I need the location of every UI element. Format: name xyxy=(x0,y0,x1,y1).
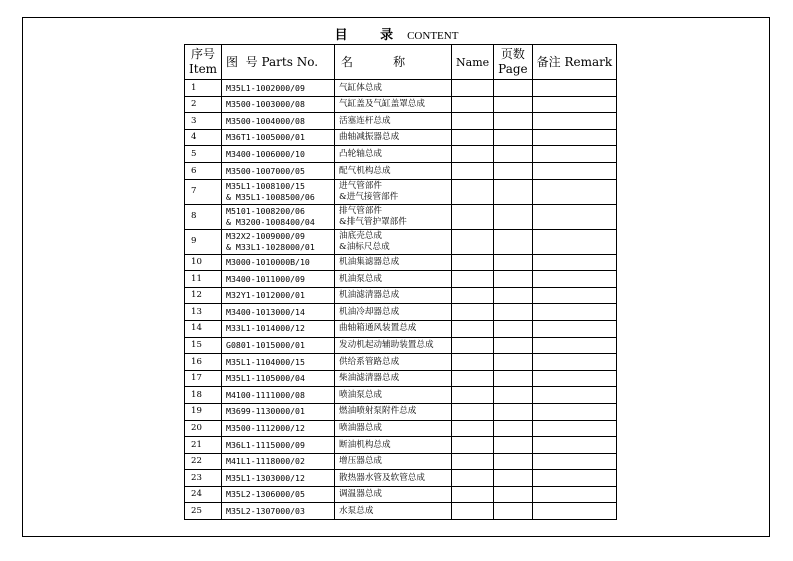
parts-no-cell-line: M3500-1112000/12 xyxy=(226,423,305,434)
table-row xyxy=(185,503,617,520)
page-cell xyxy=(494,354,532,371)
parts-no-cell xyxy=(222,503,335,520)
name-en-cell xyxy=(452,437,494,454)
page-cell xyxy=(494,304,532,321)
page-cell xyxy=(494,146,532,163)
parts-no-cell-line: M3500-1004000/08 xyxy=(226,115,305,126)
table-row xyxy=(185,96,617,113)
item-number-cell: 5 xyxy=(185,146,222,163)
parts-no-cell-line: & M35L1-1008500/06 xyxy=(226,191,315,202)
table-row xyxy=(185,304,617,321)
parts-no-cell-line: M3699-1130000/01 xyxy=(226,406,305,417)
remark-cell xyxy=(532,129,617,146)
table-row xyxy=(185,179,617,204)
title-en: CONTENT xyxy=(407,30,459,42)
remark-cell xyxy=(532,403,617,420)
parts-no-cell-line: M3500-1003000/08 xyxy=(226,99,305,110)
parts-no-cell xyxy=(222,320,335,337)
name-cn-cell xyxy=(335,96,452,113)
item-number-cell: 16 xyxy=(185,354,222,371)
remark-cell xyxy=(532,304,617,321)
name-cn-cell-line: 机油泵总成 xyxy=(339,273,383,284)
item-number-cell: 18 xyxy=(185,387,222,404)
parts-no-cell xyxy=(222,113,335,130)
name-en-cell xyxy=(452,146,494,163)
parts-no-cell-line: & M3200-1008400/04 xyxy=(226,216,315,227)
page-cell xyxy=(494,80,532,97)
name-cn-cell-line: 水泵总成 xyxy=(339,506,374,517)
name-cn-cell-line: 进气管部件 xyxy=(339,181,383,192)
name-cn-cell-line: 曲轴箱通风装置总成 xyxy=(339,323,417,334)
name-cn-cell-line: 排气管部件 xyxy=(339,206,383,217)
name-cn-cell xyxy=(335,420,452,437)
table-row xyxy=(185,437,617,454)
table-row xyxy=(185,486,617,503)
table-row xyxy=(185,403,617,420)
item-number-cell: 1 xyxy=(185,80,222,97)
name-en-cell xyxy=(452,420,494,437)
name-cn-cell xyxy=(335,271,452,288)
name-en-cell xyxy=(452,403,494,420)
name-cn-cell xyxy=(335,129,452,146)
parts-no-cell xyxy=(222,287,335,304)
name-cn-cell-line: 柴油滤清器总成 xyxy=(339,373,400,384)
remark-cell xyxy=(532,387,617,404)
remark-cell xyxy=(532,271,617,288)
name-cn-cell-line: 机油冷却器总成 xyxy=(339,306,400,317)
item-number-cell: 19 xyxy=(185,403,222,420)
parts-no-cell-line: M36L1-1115000/09 xyxy=(226,439,305,450)
page-cell xyxy=(494,162,532,179)
name-en-cell xyxy=(452,254,494,271)
page-cell xyxy=(494,453,532,470)
item-number-cell: 7 xyxy=(185,179,222,204)
parts-no-cell xyxy=(222,204,335,229)
name-en-cell xyxy=(452,204,494,229)
page-cell xyxy=(494,387,532,404)
item-number-cell: 12 xyxy=(185,287,222,304)
remark-cell xyxy=(532,437,617,454)
parts-no-cell xyxy=(222,354,335,371)
name-en-cell xyxy=(452,113,494,130)
remark-cell xyxy=(532,80,617,97)
header-page xyxy=(494,45,532,80)
name-cn-cell-line: 散热器水管及软管总成 xyxy=(339,472,425,483)
item-number-cell: 14 xyxy=(185,320,222,337)
parts-no-cell-line: M35L1-1002000/09 xyxy=(226,82,305,93)
remark-cell xyxy=(532,113,617,130)
parts-no-cell xyxy=(222,304,335,321)
header-page-cn: 页数 xyxy=(500,47,525,61)
name-cn-cell-line: 喷油器总成 xyxy=(339,423,383,434)
name-cn-cell-line: 气缸体总成 xyxy=(339,82,383,93)
name-cn-cell xyxy=(335,179,452,204)
parts-no-cell-line: M3400-1011000/09 xyxy=(226,273,305,284)
page-cell xyxy=(494,204,532,229)
page-cell xyxy=(494,470,532,487)
name-en-cell xyxy=(452,129,494,146)
item-number-cell: 17 xyxy=(185,370,222,387)
name-en-cell xyxy=(452,354,494,371)
header-item-en: Item xyxy=(189,62,218,76)
name-cn-cell xyxy=(335,337,452,354)
parts-no-cell-line: M41L1-1118000/02 xyxy=(226,456,305,467)
name-cn-cell-line: 凸轮轴总成 xyxy=(339,148,383,159)
parts-no-cell xyxy=(222,271,335,288)
remark-cell xyxy=(532,204,617,229)
item-number-cell: 23 xyxy=(185,470,222,487)
remark-cell xyxy=(532,503,617,520)
remark-cell xyxy=(532,470,617,487)
parts-no-cell xyxy=(222,162,335,179)
name-cn-cell-line: 机油集滤器总成 xyxy=(339,257,400,268)
name-cn-cell xyxy=(335,320,452,337)
name-en-cell xyxy=(452,470,494,487)
title-cn: 目 录 xyxy=(334,28,408,43)
item-number-cell: 8 xyxy=(185,204,222,229)
item-number-cell: 22 xyxy=(185,453,222,470)
parts-no-cell-line: M35L2-1306000/05 xyxy=(226,489,305,500)
item-number-cell: 10 xyxy=(185,254,222,271)
item-number-cell: 25 xyxy=(185,503,222,520)
parts-no-cell-line: & M33L1-1028000/01 xyxy=(226,241,315,252)
table-row xyxy=(185,420,617,437)
name-cn-cell-line: 供给系管路总成 xyxy=(339,356,400,367)
header-name-en: Name xyxy=(452,45,494,80)
name-cn-cell xyxy=(335,204,452,229)
page-cell xyxy=(494,486,532,503)
page-cell xyxy=(494,320,532,337)
page-cell xyxy=(494,179,532,204)
name-en-cell xyxy=(452,503,494,520)
remark-cell xyxy=(532,162,617,179)
page-cell xyxy=(494,337,532,354)
page-cell xyxy=(494,420,532,437)
table-row xyxy=(185,337,617,354)
parts-no-cell xyxy=(222,96,335,113)
name-cn-cell-line: 发动机起动辅助装置总成 xyxy=(339,340,434,351)
name-cn-cell xyxy=(335,503,452,520)
header-page-en: Page xyxy=(498,62,528,76)
name-en-cell xyxy=(452,337,494,354)
header-item xyxy=(185,45,222,80)
parts-no-cell-line: M3400-1013000/14 xyxy=(226,306,305,317)
parts-no-cell xyxy=(222,470,335,487)
name-cn-cell-line: &排气管护罩部件 xyxy=(339,216,407,227)
parts-no-cell xyxy=(222,254,335,271)
parts-no-cell-line: M32X2-1009000/09 xyxy=(226,231,305,242)
remark-cell xyxy=(532,146,617,163)
page-cell xyxy=(494,503,532,520)
page-cell xyxy=(494,229,532,254)
name-en-cell xyxy=(452,304,494,321)
page-cell xyxy=(494,370,532,387)
remark-cell xyxy=(532,486,617,503)
name-cn-cell xyxy=(335,354,452,371)
name-cn-cell xyxy=(335,304,452,321)
parts-no-cell-line: M35L1-1303000/12 xyxy=(226,472,305,483)
table-row xyxy=(185,162,617,179)
page-cell xyxy=(494,403,532,420)
name-cn-cell-line: 曲轴减振器总成 xyxy=(339,132,400,143)
parts-no-cell-line: M3400-1006000/10 xyxy=(226,148,305,159)
name-cn-cell xyxy=(335,486,452,503)
name-cn-cell xyxy=(335,453,452,470)
table-row xyxy=(185,387,617,404)
table-row xyxy=(185,320,617,337)
item-number-cell: 21 xyxy=(185,437,222,454)
page-cell xyxy=(494,113,532,130)
name-cn-cell xyxy=(335,387,452,404)
table-row xyxy=(185,113,617,130)
parts-no-cell-line: M33L1-1014000/12 xyxy=(226,323,305,334)
header-item-cn: 序号 xyxy=(191,47,216,61)
name-cn-cell xyxy=(335,146,452,163)
page-cell xyxy=(494,254,532,271)
name-en-cell xyxy=(452,179,494,204)
parts-no-cell xyxy=(222,420,335,437)
item-number-cell: 20 xyxy=(185,420,222,437)
item-number-cell: 3 xyxy=(185,113,222,130)
name-cn-cell xyxy=(335,162,452,179)
name-cn-cell-line: 喷油泵总成 xyxy=(339,389,383,400)
parts-no-cell xyxy=(222,486,335,503)
name-en-cell xyxy=(452,453,494,470)
item-number-cell: 24 xyxy=(185,486,222,503)
table-row xyxy=(185,271,617,288)
name-cn-cell xyxy=(335,113,452,130)
table-row xyxy=(185,287,617,304)
name-cn-cell xyxy=(335,403,452,420)
parts-no-cell xyxy=(222,387,335,404)
name-cn-cell-line: &油标尺总成 xyxy=(339,241,390,252)
header-name-cn xyxy=(335,45,452,80)
name-cn-cell-line: 气缸盖及气缸盖罩总成 xyxy=(339,99,425,110)
parts-no-cell-line: G0801-1015000/01 xyxy=(226,340,305,351)
remark-cell xyxy=(532,229,617,254)
parts-no-cell xyxy=(222,146,335,163)
name-cn-cell-line: 活塞连杆总成 xyxy=(339,115,391,126)
parts-no-cell xyxy=(222,403,335,420)
parts-no-cell-line: M35L2-1307000/03 xyxy=(226,506,305,517)
name-cn-cell xyxy=(335,254,452,271)
name-cn-cell-line: 配气机构总成 xyxy=(339,165,391,176)
header-name-cn-1: 名 xyxy=(341,54,354,69)
page-cell xyxy=(494,129,532,146)
header-remark: 备注 Remark xyxy=(532,45,617,80)
remark-cell xyxy=(532,370,617,387)
item-number-cell: 9 xyxy=(185,229,222,254)
item-number-cell: 6 xyxy=(185,162,222,179)
name-cn-cell xyxy=(335,80,452,97)
parts-no-cell-line: M5101-1008200/06 xyxy=(226,206,305,217)
table-header-row xyxy=(185,45,617,80)
remark-cell xyxy=(532,96,617,113)
remark-cell xyxy=(532,287,617,304)
name-cn-cell xyxy=(335,437,452,454)
item-number-cell: 4 xyxy=(185,129,222,146)
name-en-cell xyxy=(452,320,494,337)
parts-no-cell xyxy=(222,437,335,454)
table-row xyxy=(185,354,617,371)
contents-table xyxy=(184,44,617,520)
name-en-cell xyxy=(452,271,494,288)
name-cn-cell-line: 燃油喷射泵附件总成 xyxy=(339,406,417,417)
table-row xyxy=(185,80,617,97)
remark-cell xyxy=(532,420,617,437)
table-row xyxy=(185,453,617,470)
name-cn-cell xyxy=(335,287,452,304)
item-number-cell: 13 xyxy=(185,304,222,321)
name-cn-cell xyxy=(335,470,452,487)
page-cell xyxy=(494,271,532,288)
item-number-cell: 2 xyxy=(185,96,222,113)
name-cn-cell-line: 断油机构总成 xyxy=(339,439,391,450)
name-en-cell xyxy=(452,80,494,97)
name-cn-cell-line: 油底壳总成 xyxy=(339,231,383,242)
table-row xyxy=(185,129,617,146)
header-parts-no: 图 号 Parts No. xyxy=(222,45,335,80)
parts-no-cell xyxy=(222,337,335,354)
name-cn-cell-line: 增压器总成 xyxy=(339,456,383,467)
parts-no-cell-line: M32Y1-1012000/01 xyxy=(226,290,305,301)
page-cell xyxy=(494,96,532,113)
remark-cell xyxy=(532,453,617,470)
name-en-cell xyxy=(452,96,494,113)
table-row xyxy=(185,229,617,254)
name-cn-cell-line: &进气接管部件 xyxy=(339,191,399,202)
parts-no-cell xyxy=(222,453,335,470)
header-name-cn-2: 称 xyxy=(393,54,406,69)
remark-cell xyxy=(532,337,617,354)
parts-no-cell-line: M4100-1111000/08 xyxy=(226,389,305,400)
table-row xyxy=(185,146,617,163)
item-number-cell: 15 xyxy=(185,337,222,354)
name-en-cell xyxy=(452,370,494,387)
item-number-cell: 11 xyxy=(185,271,222,288)
table-row xyxy=(185,470,617,487)
page-title xyxy=(0,27,793,44)
name-en-cell xyxy=(452,287,494,304)
table-row xyxy=(185,370,617,387)
parts-no-cell xyxy=(222,179,335,204)
name-en-cell xyxy=(452,162,494,179)
page-cell xyxy=(494,287,532,304)
name-en-cell xyxy=(452,387,494,404)
parts-no-cell xyxy=(222,80,335,97)
parts-no-cell-line: M3500-1007000/05 xyxy=(226,165,305,176)
name-cn-cell-line: 机油滤清器总成 xyxy=(339,290,400,301)
parts-no-cell-line: M36T1-1005000/01 xyxy=(226,132,305,143)
parts-no-cell-line: M35L1-1104000/15 xyxy=(226,356,305,367)
parts-no-cell-line: M35L1-1105000/04 xyxy=(226,373,305,384)
table-row xyxy=(185,204,617,229)
page-cell xyxy=(494,437,532,454)
name-cn-cell xyxy=(335,370,452,387)
table-row xyxy=(185,254,617,271)
name-en-cell xyxy=(452,229,494,254)
parts-no-cell-line: M35L1-1008100/15 xyxy=(226,181,305,192)
name-cn-cell xyxy=(335,229,452,254)
parts-no-cell-line: M3000-1010000B/10 xyxy=(226,257,310,268)
name-en-cell xyxy=(452,486,494,503)
parts-no-cell xyxy=(222,370,335,387)
parts-no-cell xyxy=(222,229,335,254)
name-cn-cell-line: 调温器总成 xyxy=(339,489,383,500)
remark-cell xyxy=(532,254,617,271)
remark-cell xyxy=(532,179,617,204)
parts-no-cell xyxy=(222,129,335,146)
remark-cell xyxy=(532,320,617,337)
remark-cell xyxy=(532,354,617,371)
